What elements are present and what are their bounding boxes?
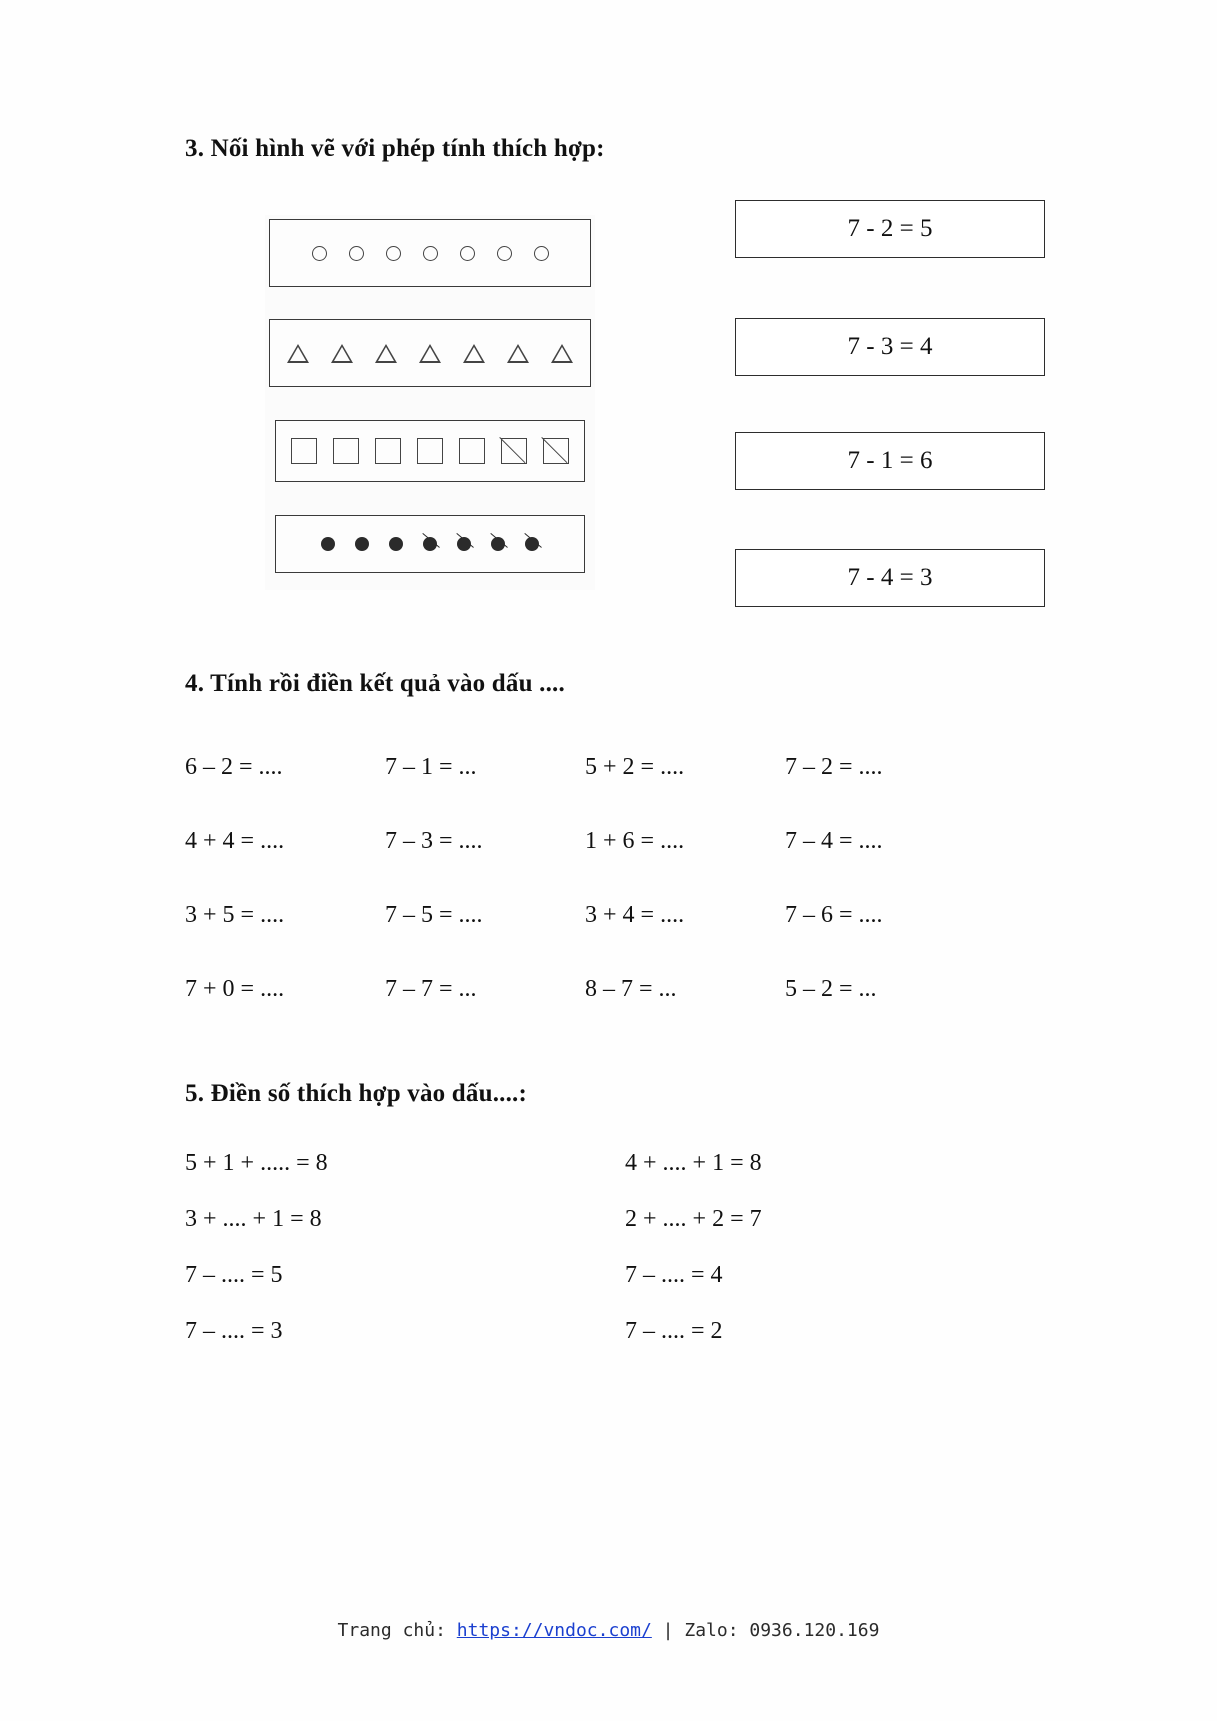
exercise-item: 7 – 2 = .... [785,753,883,780]
exercise-item: 7 – 4 = .... [785,827,883,854]
exercise-item: 2 + .... + 2 = 7 [625,1205,762,1232]
footer-separator: | [651,1620,685,1641]
exercise-item: 3 + .... + 1 = 8 [185,1205,322,1232]
triangle-crossed-icon [551,344,573,363]
exercise-item: 7 + 0 = .... [185,975,285,1002]
square-crossed-icon [501,438,527,464]
question-4-heading: 4. Tính rồi điền kết quả vào dấu .... [185,670,565,697]
exercise-item: 8 – 7 = ... [585,975,677,1002]
exercise-item: 1 + 6 = .... [585,827,685,854]
circle-icon [386,246,401,261]
exercise-row [185,1303,885,1359]
exercise-row [185,730,985,804]
dot-icon [389,537,403,551]
answer-box-4[interactable]: 7 - 4 = 3 [735,549,1045,607]
dot-crossed-icon [491,537,505,551]
question-3-figure-panel [265,215,595,590]
exercise-item: 3 + 5 = .... [185,901,285,928]
triangle-icon [463,344,485,363]
exercise-item: 7 – .... = 4 [625,1261,723,1288]
square-icon [291,438,317,464]
exercise-item: 7 – 3 = .... [385,827,483,854]
triangle-icon [331,344,353,363]
answer-box-2[interactable]: 7 - 3 = 4 [735,318,1045,376]
exercise-item: 3 + 4 = .... [585,901,685,928]
square-icon [375,438,401,464]
exercise-row [185,1135,885,1191]
triangle-icon [375,344,397,363]
triangle-icon [507,344,529,363]
figure-row-triangles [269,319,591,387]
exercise-item: 5 – 2 = ... [785,975,877,1002]
dot-icon [321,537,335,551]
exercise-row [185,1191,885,1247]
dot-icon [355,537,369,551]
exercise-item: 7 – .... = 3 [185,1317,283,1344]
figure-row-triangles-glyphs [270,320,590,386]
circle-icon [312,246,327,261]
figure-row-dots [275,515,585,573]
exercise-row [185,878,985,952]
exercise-item: 7 – .... = 5 [185,1261,283,1288]
exercise-item: 7 – 5 = .... [385,901,483,928]
exercise-item: 7 – 1 = ... [385,753,477,780]
triangle-icon [287,344,309,363]
exercise-item: 4 + .... + 1 = 8 [625,1149,762,1176]
triangle-icon [419,344,441,363]
circle-icon [460,246,475,261]
page-footer [0,1620,1217,1641]
answer-box-3[interactable]: 7 - 1 = 6 [735,432,1045,490]
circle-icon [423,246,438,261]
square-icon [333,438,359,464]
exercise-item: 7 – .... = 2 [625,1317,723,1344]
square-icon [459,438,485,464]
figure-row-dots-glyphs [276,516,584,572]
exercise-row [185,1247,885,1303]
square-crossed-icon [543,438,569,464]
circle-icon [497,246,512,261]
question-4-exercise-grid [185,730,985,1026]
exercise-item: 5 + 1 + ..... = 8 [185,1149,328,1176]
question-5-exercise-grid [185,1135,885,1359]
answer-box-1[interactable]: 7 - 2 = 5 [735,200,1045,258]
exercise-row [185,952,985,1026]
question-5-heading: 5. Điền số thích hợp vào dấu....: [185,1080,528,1107]
exercise-item: 6 – 2 = .... [185,753,283,780]
footer-website-link[interactable]: https://vndoc.com/ [456,1620,652,1641]
dot-crossed-icon [423,537,437,551]
figure-row-squares [275,420,585,482]
square-icon [417,438,443,464]
exercise-item: 7 – 6 = .... [785,901,883,928]
exercise-item: 4 + 4 = .... [185,827,285,854]
dot-crossed-icon [525,537,539,551]
figure-row-circles [269,219,591,287]
exercise-item: 5 + 2 = .... [585,753,685,780]
question-3-heading: 3. Nối hình vẽ với phép tính thích hợp: [185,135,605,162]
exercise-row [185,804,985,878]
footer-contact: Zalo: 0936.120.169 [684,1620,880,1641]
circle-crossed-icon [534,246,549,261]
figure-row-circles-glyphs [270,220,590,286]
figure-row-squares-glyphs [276,421,584,481]
circle-icon [349,246,364,261]
exercise-item: 7 – 7 = ... [385,975,477,1002]
footer-prefix: Trang chủ: [337,1620,457,1641]
dot-crossed-icon [457,537,471,551]
